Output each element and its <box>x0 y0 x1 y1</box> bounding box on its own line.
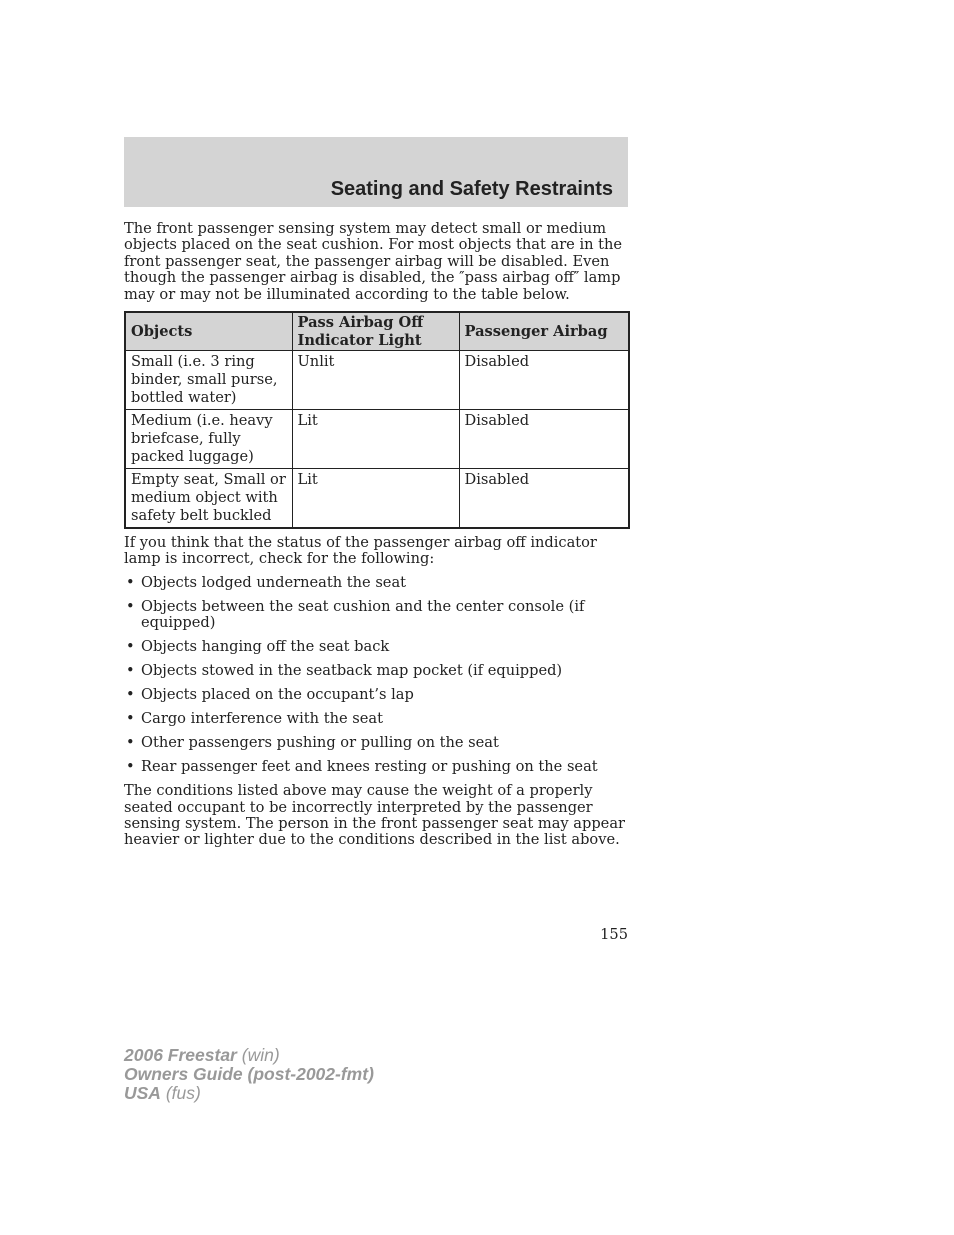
table-row <box>125 410 629 469</box>
list-item <box>124 663 628 679</box>
page-number: 155 <box>600 926 628 943</box>
list-item-text: Objects lodged underneath the seat <box>141 573 407 591</box>
list-item <box>124 759 628 775</box>
table-cell: Unlit <box>292 351 459 410</box>
list-item-text: Objects placed on the occupant’s lap <box>141 686 414 704</box>
list-item <box>124 687 628 703</box>
page-content <box>124 221 628 849</box>
list-item <box>124 735 628 751</box>
airbag-status-table <box>124 311 630 529</box>
list-item-text: Objects hanging off the seat back <box>141 638 390 656</box>
bullet-icon: • <box>126 638 135 656</box>
closing-paragraph: The conditions listed above may cause the weight of a properly seated occupant to be incorrectly interpreted by the passenger sensing system. The person in the front passenger seat may appear heavier or lighter due to the conditions described in the list above. <box>124 782 625 849</box>
column-header-objects: Objects <box>125 312 292 351</box>
footer-market-code: (fus) <box>160 1083 201 1103</box>
column-header-passenger-airbag: Passenger Airbag <box>459 312 629 351</box>
list-item-text: Cargo interference with the seat <box>141 710 383 728</box>
table-cell: Small (i.e. 3 ring binder, small purse, bottled water) <box>125 351 292 410</box>
table-cell: Empty seat, Small or medium object with safety belt buckled <box>125 469 292 529</box>
list-item-text: Objects stowed in the seatback map pocket (if equipped) <box>141 662 563 680</box>
table-row <box>125 469 629 529</box>
footer-guide-name: Owners Guide (post-2002-fmt) <box>124 1064 374 1084</box>
section-header <box>124 137 628 207</box>
document-footer <box>124 1046 374 1103</box>
list-item <box>124 599 628 632</box>
table-cell: Lit <box>292 469 459 529</box>
bullet-icon: • <box>126 686 135 704</box>
table-row <box>125 351 629 410</box>
table-cell: Lit <box>292 410 459 469</box>
list-item <box>124 639 628 655</box>
bullet-icon: • <box>126 597 135 615</box>
table-cell: Disabled <box>459 410 629 469</box>
footer-line-model <box>124 1046 374 1065</box>
intro-paragraph: The front passenger sensing system may detect small or medium objects placed on the seat cushion. For most objects that are in the front passenger seat, the passenger airbag will be disabled. Even though the passenger airbag is disabled, the ″pass airbag off″ lamp may or may not be illuminated according to the table below. <box>124 220 623 303</box>
list-item <box>124 711 628 727</box>
footer-model-name: 2006 Freestar <box>124 1045 237 1065</box>
list-item <box>124 575 628 591</box>
bullet-icon: • <box>126 662 135 680</box>
table-header-row <box>125 312 629 351</box>
footer-market-name: USA <box>124 1083 161 1103</box>
column-header-indicator-light: Pass Airbag Off Indicator Light <box>292 312 459 351</box>
footer-line-market <box>124 1084 374 1103</box>
bullet-icon: • <box>126 734 135 752</box>
bullet-icon: • <box>126 573 135 591</box>
table-cell: Medium (i.e. heavy briefcase, fully packed luggage) <box>125 410 292 469</box>
bullet-icon: • <box>126 758 135 776</box>
checklist <box>124 575 628 776</box>
table-cell: Disabled <box>459 351 629 410</box>
list-item-text: Other passengers pushing or pulling on the seat <box>141 734 499 752</box>
footer-line-guide <box>124 1065 374 1084</box>
list-item-text: Rear passenger feet and knees resting or pushing on the seat <box>141 758 598 776</box>
check-intro-paragraph: If you think that the status of the passenger airbag off indicator lamp is incorrect, check for the following: <box>124 534 597 568</box>
section-title: Seating and Safety Restraints <box>330 178 613 200</box>
footer-model-code: (win) <box>236 1045 280 1065</box>
bullet-icon: • <box>126 710 135 728</box>
table-cell: Disabled <box>459 469 629 529</box>
list-item-text: Objects between the seat cushion and the center console (if equipped) <box>141 597 585 632</box>
